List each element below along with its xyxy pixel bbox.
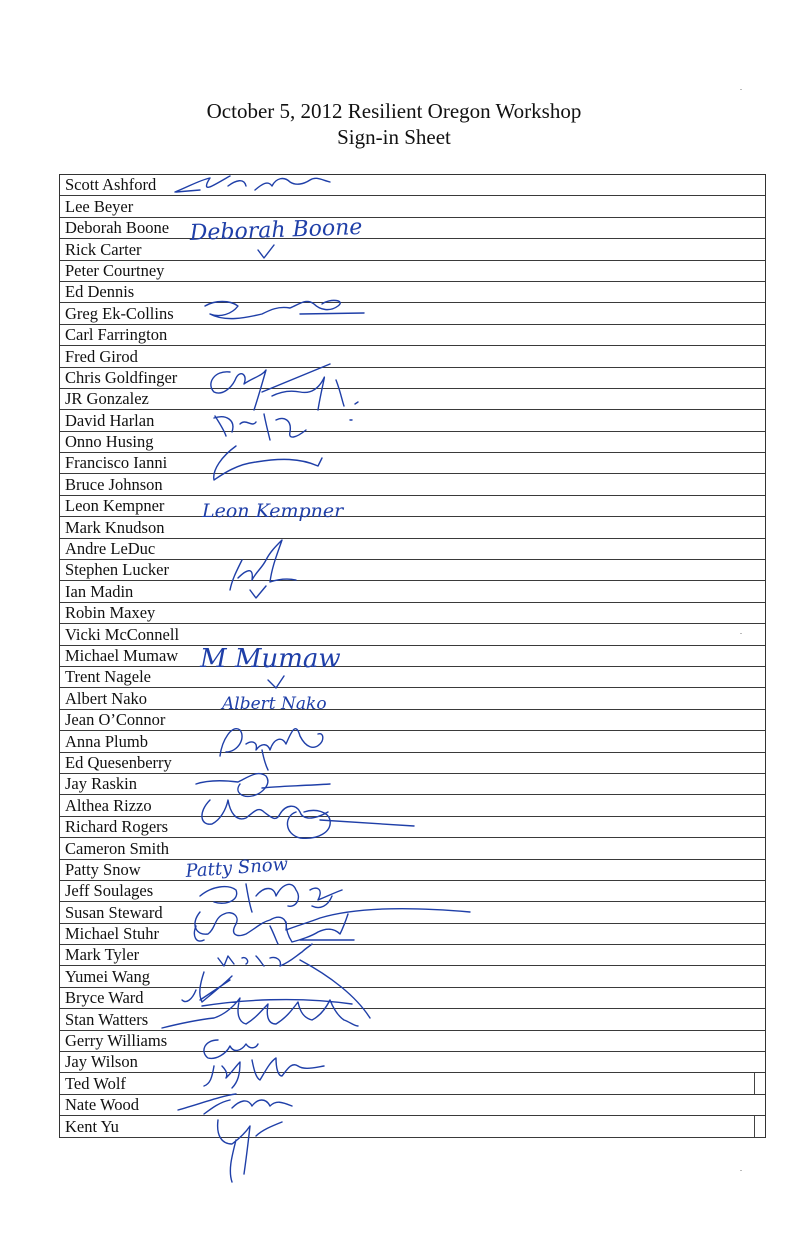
document-subtitle: Sign-in Sheet (337, 125, 451, 149)
table-row (60, 902, 765, 923)
table-row (60, 753, 765, 774)
attendee-name: Onno Husing (65, 432, 154, 452)
attendee-name: Michael Mumaw (65, 645, 179, 665)
attendee-name: Mark Tyler (65, 945, 140, 965)
table-row (60, 688, 765, 709)
attendee-name: Yumei Wang (65, 966, 150, 986)
table-row (60, 581, 765, 602)
attendee-name: Stan Watters (65, 1009, 149, 1029)
page-speck (740, 1170, 742, 1171)
table-row (60, 945, 765, 966)
table-row (60, 838, 765, 859)
attendee-name: Jay Wilson (65, 1052, 138, 1072)
attendee-name: Bruce Johnson (65, 474, 163, 494)
table-row (60, 966, 765, 987)
table-row (60, 389, 765, 410)
attendee-name: Lee Beyer (65, 196, 134, 216)
signature-leon-kempner: Leon Kempner (202, 500, 344, 522)
table-row (60, 1095, 765, 1116)
attendee-name: Carl Farrington (65, 325, 168, 345)
table-row (60, 218, 765, 239)
table-row (60, 175, 765, 196)
attendee-name: Greg Ek-Collins (65, 303, 174, 323)
table-row (60, 196, 765, 217)
table-row (60, 795, 765, 816)
attendee-name: Patty Snow (65, 859, 141, 879)
attendee-name: Fred Girod (65, 346, 138, 366)
attendee-name: Jean O’Connor (65, 710, 166, 730)
table-row (60, 817, 765, 838)
table-row (60, 731, 765, 752)
table-row (60, 432, 765, 453)
document-title: October 5, 2012 Resilient Oregon Workshop (206, 99, 582, 123)
sign-in-table (59, 174, 766, 1138)
attendee-name: Albert Nako (65, 688, 148, 708)
table-row (60, 474, 765, 495)
attendee-name: Deborah Boone (65, 218, 170, 238)
attendee-name: Bryce Ward (65, 988, 144, 1008)
attendee-name: Stephen Lucker (65, 560, 170, 580)
attendee-name: Trent Nagele (65, 667, 151, 687)
table-row (60, 646, 765, 667)
table-row (60, 303, 765, 324)
table-row (60, 667, 765, 688)
attendee-name: Ian Madin (65, 581, 134, 601)
attendee-name: Francisco Ianni (65, 453, 168, 473)
table-row (60, 410, 765, 431)
table-row (60, 774, 765, 795)
table-row (60, 496, 765, 517)
attendee-name: JR Gonzalez (65, 389, 149, 409)
attendee-name: Nate Wood (65, 1095, 139, 1115)
attendee-name: Jeff Soulages (65, 881, 154, 901)
table-row (60, 560, 765, 581)
table-row (60, 988, 765, 1009)
attendee-name: Anna Plumb (65, 731, 148, 751)
signature-albert-nako: Albert Nako (222, 694, 327, 714)
table-row (60, 539, 765, 560)
signature-michael-mumaw: M Mumaw (200, 644, 341, 674)
table-row (60, 453, 765, 474)
attendee-name: Jay Raskin (65, 774, 137, 794)
attendee-name: Susan Steward (65, 902, 163, 922)
attendee-name: Peter Courtney (65, 260, 165, 280)
signature-patty-snow: Patty Snow (184, 853, 289, 882)
attendee-name: Andre LeDuc (65, 539, 156, 559)
table-row (60, 603, 765, 624)
table-row (60, 860, 765, 881)
table-row (60, 1073, 765, 1094)
attendee-name: Richard Rogers (65, 817, 169, 837)
attendee-name: Robin Maxey (65, 603, 156, 623)
table-row (60, 282, 765, 303)
attendee-name: Ed Dennis (65, 282, 135, 302)
table-row (60, 1031, 765, 1052)
attendee-name: Rick Carter (65, 239, 142, 259)
attendee-name: Vicki McConnell (65, 624, 180, 644)
table-row (60, 517, 765, 538)
table-row (60, 1116, 765, 1137)
page-speck (740, 89, 742, 90)
signature-deborah-boone: Deborah Boone (189, 214, 363, 246)
table-row (60, 1009, 765, 1030)
table-row (60, 261, 765, 282)
attendee-name: Ed Quesenberry (65, 752, 172, 772)
attendee-name: Ted Wolf (65, 1073, 126, 1093)
attendee-name: Michael Stuhr (65, 924, 159, 944)
table-row (60, 624, 765, 645)
table-row (60, 325, 765, 346)
table-row (60, 346, 765, 367)
table-row (60, 239, 765, 260)
attendee-name: Leon Kempner (65, 496, 165, 516)
attendee-name: Chris Goldfinger (65, 367, 178, 387)
attendee-name: Scott Ashford (65, 175, 157, 195)
page-speck (740, 633, 742, 634)
table-row (60, 368, 765, 389)
attendee-name: David Harlan (65, 410, 155, 430)
table-row (60, 924, 765, 945)
table-row (60, 881, 765, 902)
attendee-name: Althea Rizzo (65, 795, 152, 815)
attendee-name: Mark Knudson (65, 517, 165, 537)
table-row (60, 710, 765, 731)
table-row (60, 1052, 765, 1073)
attendee-name: Kent Yu (65, 1116, 119, 1136)
attendee-name: Gerry Williams (65, 1031, 168, 1051)
attendee-name: Cameron Smith (65, 838, 170, 858)
